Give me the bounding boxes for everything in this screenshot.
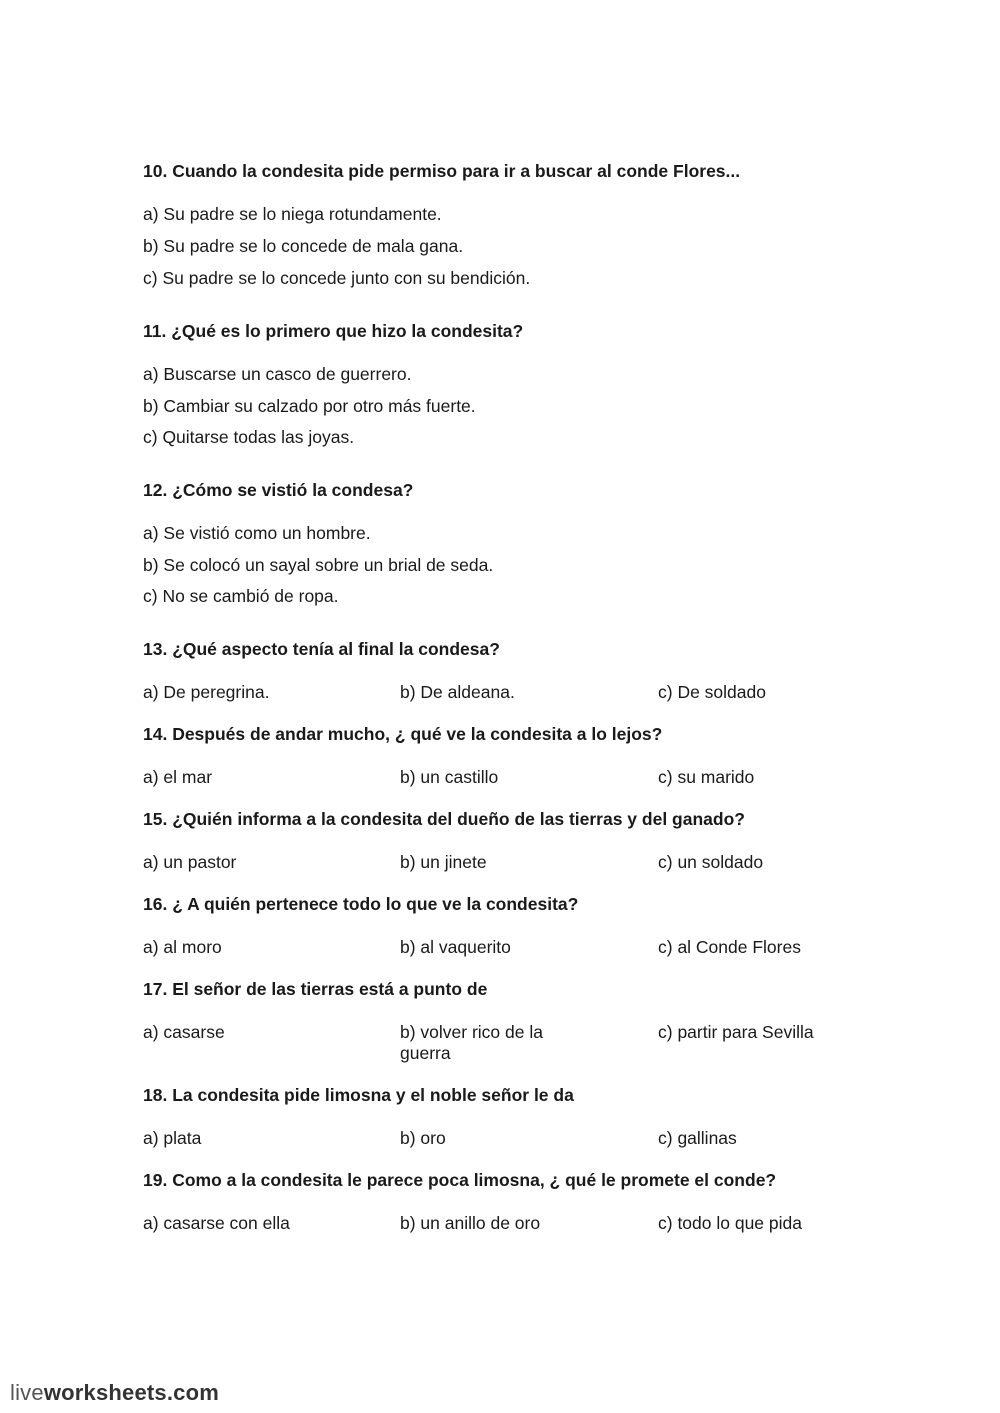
question-15-option-b[interactable]: b) un jinete (400, 852, 487, 872)
question-15-title: 15. ¿Quién informa a la condesita del dueño de las tierras y del ganado? (143, 809, 745, 829)
question-16-option-a[interactable]: a) al moro (143, 937, 222, 957)
question-18-option-a[interactable]: a) plata (143, 1128, 202, 1148)
question-13-title: 13. ¿Qué aspecto tenía al final la condesa? (143, 639, 500, 659)
question-18-option-b[interactable]: b) oro (400, 1128, 446, 1148)
question-12-title: 12. ¿Cómo se vistió la condesa? (143, 480, 414, 500)
logo-prefix: live (10, 1380, 44, 1405)
question-10-title: 10. Cuando la condesita pide permiso para ir a buscar al conde Flores... (143, 161, 741, 181)
question-10-option-c[interactable]: c) Su padre se lo concede junto con su bendición. (143, 268, 531, 288)
question-12-option-a[interactable]: a) Se vistió como un hombre. (143, 523, 371, 543)
question-11-title: 11. ¿Qué es lo primero que hizo la condesita? (143, 321, 524, 341)
question-19-option-a[interactable]: a) casarse con ella (143, 1213, 290, 1233)
question-10-option-b[interactable]: b) Su padre se lo concede de mala gana. (143, 236, 464, 256)
question-16-option-c[interactable]: c) al Conde Flores (658, 937, 801, 957)
question-17-option-c[interactable]: c) partir para Sevilla (658, 1022, 814, 1042)
question-17-option-a[interactable]: a) casarse (143, 1022, 225, 1042)
question-14-title: 14. Después de andar mucho, ¿ qué ve la condesita a lo lejos? (143, 724, 663, 744)
question-19-option-b[interactable]: b) un anillo de oro (400, 1213, 541, 1233)
question-15-option-a[interactable]: a) un pastor (143, 852, 237, 872)
question-18-title: 18. La condesita pide limosna y el noble señor le da (143, 1085, 574, 1105)
logo-suffix: worksheets.com (43, 1380, 220, 1405)
question-17-title: 17. El señor de las tierras está a punto de (143, 979, 488, 999)
question-13-option-b[interactable]: b) De aldeana. (400, 682, 515, 702)
question-13-option-c[interactable]: c) De soldado (658, 682, 766, 702)
question-19-title: 19. Como a la condesita le parece poca limosna, ¿ qué le promete el conde? (143, 1170, 777, 1190)
question-14-option-a[interactable]: a) el mar (143, 767, 213, 787)
question-18-option-c[interactable]: c) gallinas (658, 1128, 737, 1148)
question-10-option-a[interactable]: a) Su padre se lo niega rotundamente. (143, 204, 442, 224)
question-14-option-b[interactable]: b) un castillo (400, 767, 499, 787)
question-13-option-a[interactable]: a) De peregrina. (143, 682, 270, 702)
question-11-option-c[interactable]: c) Quitarse todas las joyas. (143, 427, 355, 447)
question-12-option-c[interactable]: c) No se cambió de ropa. (143, 586, 339, 606)
liveworksheets-logo (10, 1380, 219, 1406)
question-17-option-b[interactable]: b) volver rico de la guerra (400, 1022, 543, 1063)
question-11-option-a[interactable]: a) Buscarse un casco de guerrero. (143, 364, 412, 384)
question-11-option-b[interactable]: b) Cambiar su calzado por otro más fuerte. (143, 396, 476, 416)
question-16-option-b[interactable]: b) al vaquerito (400, 937, 511, 957)
question-12-option-b[interactable]: b) Se colocó un sayal sobre un brial de seda. (143, 555, 494, 575)
question-16-title: 16. ¿ A quién pertenece todo lo que ve la condesita? (143, 894, 579, 914)
question-14-option-c[interactable]: c) su marido (658, 767, 755, 787)
question-15-option-c[interactable]: c) un soldado (658, 852, 764, 872)
question-19-option-c[interactable]: c) todo lo que pida (658, 1213, 802, 1233)
